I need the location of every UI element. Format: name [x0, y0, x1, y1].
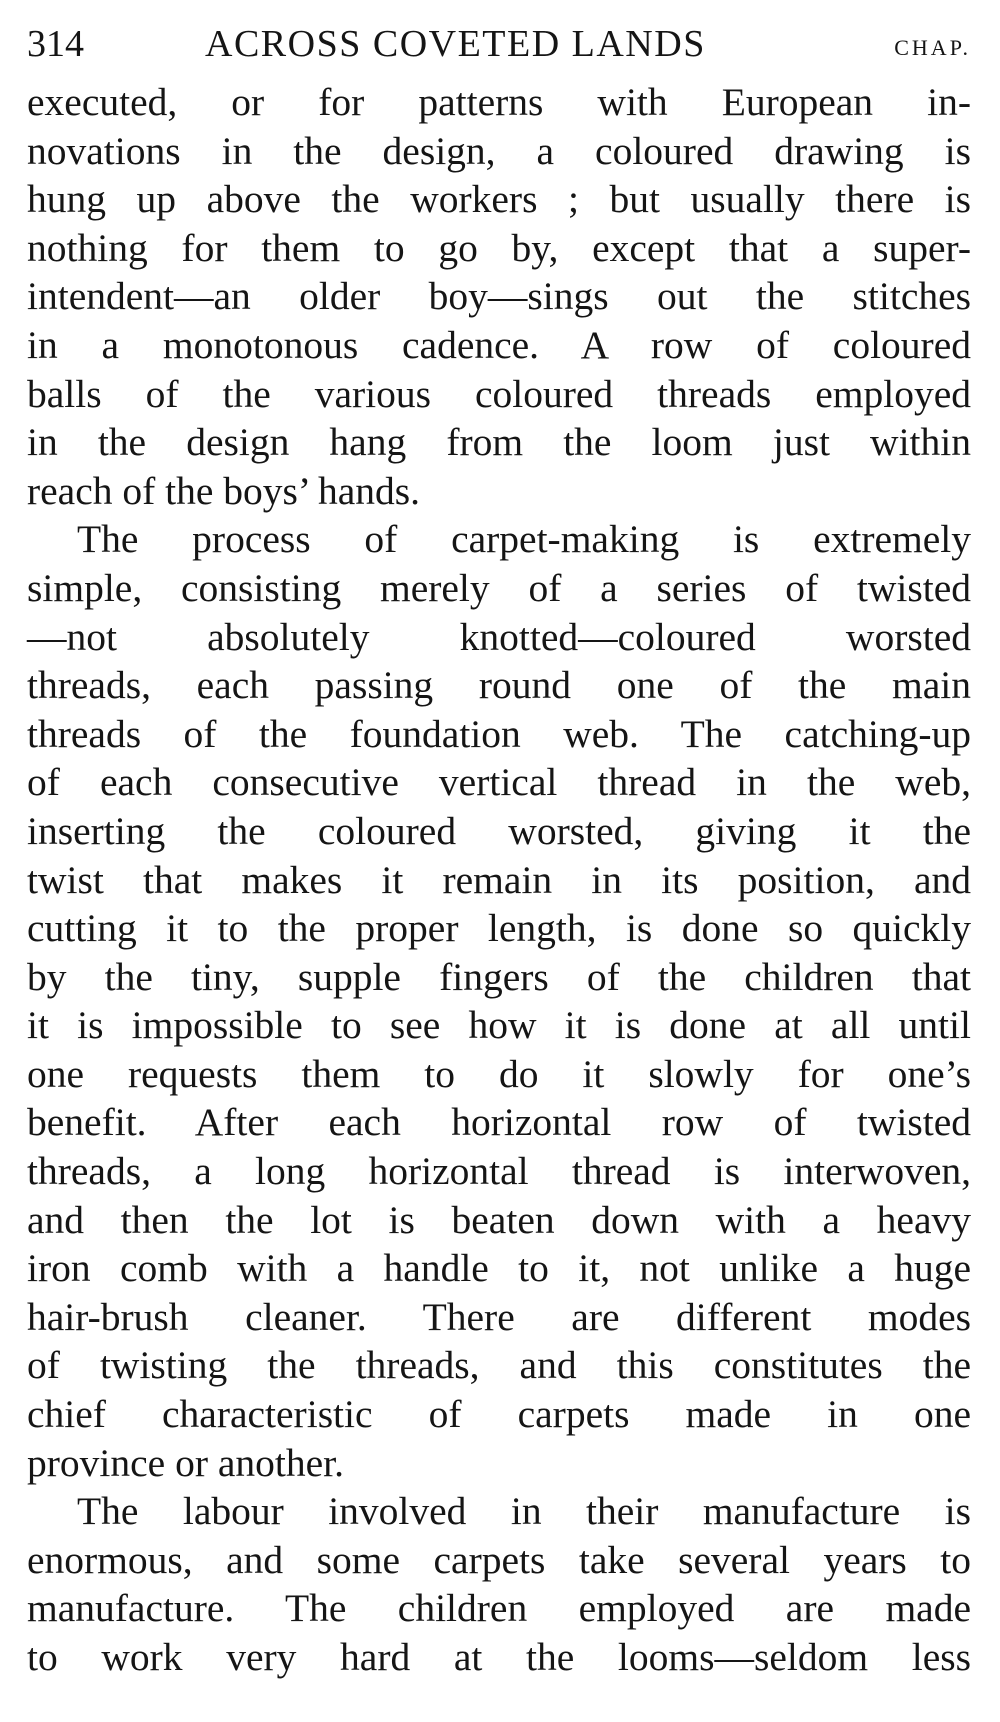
body-text: [27, 78, 971, 1682]
chapter-mark: CHAP.: [894, 35, 971, 60]
text-line: threads, a long horizontal thread is interwoven,: [27, 1149, 971, 1194]
text-line: threads of the foundation web. The catching-up: [27, 711, 971, 756]
text-line: iron comb with a handle to it, not unlike a huge: [27, 1246, 971, 1291]
running-head: [27, 14, 971, 74]
text-line: province or another.: [27, 1440, 344, 1485]
paragraph: [27, 515, 971, 1487]
text-line: intendent—an older boy—sings out the stitches: [27, 274, 971, 319]
text-line: in the design hang from the loom just within: [27, 420, 971, 465]
text-line: simple, consisting merely of a series of twisted: [27, 565, 971, 610]
text-line: balls of the various coloured threads employed: [27, 371, 971, 416]
text-line: nothing for them to go by, except that a super-: [27, 225, 971, 270]
text-line: to work very hard at the looms—seldom less: [27, 1635, 971, 1679]
text-line: cutting it to the proper length, is done so quickly: [27, 906, 971, 951]
paragraph: [27, 1487, 971, 1681]
text-line: The process of carpet-making is extremely: [77, 517, 971, 562]
text-line: and then the lot is beaten down with a heavy: [27, 1197, 971, 1242]
book-page: [27, 14, 971, 1682]
text-line: manufacture. The children employed are made: [27, 1586, 971, 1631]
text-line: in a monotonous cadence. A row of coloured: [27, 322, 971, 367]
text-line: twist that makes it remain in its position, and: [27, 857, 971, 902]
text-line: enormous, and some carpets take several years to: [27, 1537, 971, 1582]
text-line: novations in the design, a coloured drawing is: [27, 128, 971, 173]
page-number: 314: [27, 23, 84, 65]
text-line: of twisting the threads, and this constitutes the: [27, 1343, 971, 1388]
book-title: ACROSS COVETED LANDS: [205, 23, 706, 65]
text-line: reach of the boys’ hands.: [27, 468, 421, 513]
text-line: it is impossible to see how it is done at all until: [27, 1003, 971, 1048]
text-line: one requests them to do it slowly for one’s: [27, 1051, 971, 1096]
text-line: by the tiny, supple fingers of the children that: [27, 954, 971, 999]
text-line: The labour involved in their manufacture is: [77, 1489, 971, 1534]
text-line: of each consecutive vertical thread in the web,: [27, 760, 971, 805]
text-line: inserting the coloured worsted, giving it the: [27, 808, 971, 853]
paragraph: [27, 78, 971, 515]
text-line: hung up above the workers ; but usually there is: [27, 177, 971, 222]
text-line: executed, or for patterns with European in-: [27, 80, 971, 124]
text-line: threads, each passing round one of the main: [27, 663, 971, 708]
text-line: hair-brush cleaner. There are different modes: [27, 1294, 971, 1339]
text-line: benefit. After each horizontal row of twisted: [27, 1100, 971, 1145]
text-line: chief characteristic of carpets made in one: [27, 1392, 971, 1437]
text-line: —not absolutely knotted—coloured worsted: [27, 614, 971, 659]
